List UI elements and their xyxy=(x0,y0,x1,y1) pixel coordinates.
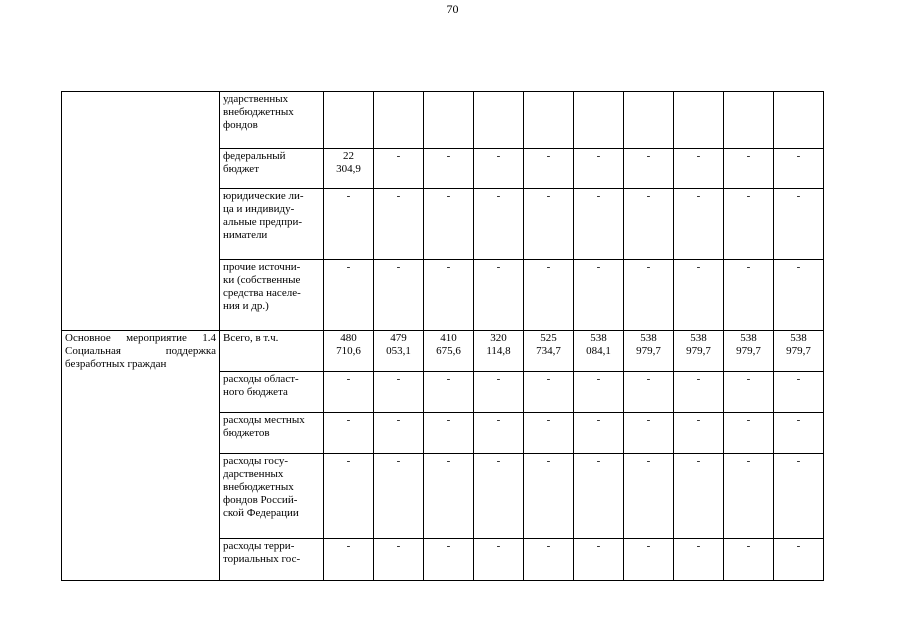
value-cell xyxy=(374,92,424,149)
event-name: Основное мероприятие 1.4 Социальная поддержка безработных граждан xyxy=(65,332,216,370)
value-cell: - xyxy=(574,260,624,331)
value-cell xyxy=(324,92,374,149)
funding-source-cell: Всего, в т.ч. xyxy=(220,331,324,372)
value-cell: - xyxy=(574,454,624,539)
value-cell: - xyxy=(724,189,774,260)
value-cell: - xyxy=(724,149,774,189)
value-cell: - xyxy=(774,413,824,454)
funding-source-cell: федеральный бюджет xyxy=(220,149,324,189)
value-cell: - xyxy=(324,372,374,413)
value-cell: - xyxy=(624,413,674,454)
funding-source-cell: расходы област- ного бюджета xyxy=(220,372,324,413)
value-cell: - xyxy=(424,454,474,539)
value-cell: - xyxy=(624,539,674,581)
value-cell: - xyxy=(574,189,624,260)
value-cell: - xyxy=(374,454,424,539)
value-cell: - xyxy=(674,260,724,331)
value-cell: - xyxy=(674,413,724,454)
value-cell: - xyxy=(574,539,624,581)
table-row xyxy=(62,92,824,149)
value-cell: - xyxy=(424,189,474,260)
value-cell: - xyxy=(774,539,824,581)
value-cell: - xyxy=(424,149,474,189)
value-cell: - xyxy=(524,189,574,260)
value-cell: - xyxy=(624,149,674,189)
value-cell: - xyxy=(624,260,674,331)
funding-source-cell: юридические ли- ца и индивиду- альные предпри- ниматели xyxy=(220,189,324,260)
funding-source-cell: расходы местных бюджетов xyxy=(220,413,324,454)
value-cell: 320 114,8 xyxy=(474,331,524,372)
value-cell: - xyxy=(524,454,574,539)
value-cell: 538 084,1 xyxy=(574,331,624,372)
value-cell: - xyxy=(374,413,424,454)
table-row xyxy=(62,331,824,372)
value-cell: - xyxy=(574,413,624,454)
event-name-cell xyxy=(62,92,220,331)
value-cell: 410 675,6 xyxy=(424,331,474,372)
value-cell: - xyxy=(774,189,824,260)
value-cell: 538 979,7 xyxy=(724,331,774,372)
value-cell xyxy=(774,92,824,149)
value-cell: - xyxy=(474,189,524,260)
value-cell xyxy=(474,92,524,149)
value-cell: - xyxy=(724,539,774,581)
page-number: 70 xyxy=(446,2,459,16)
value-cell: - xyxy=(524,260,574,331)
value-cell: - xyxy=(674,539,724,581)
funding-source-cell: расходы госу- дарственных внебюджетных фондов Россий- ской Федерации xyxy=(220,454,324,539)
value-cell: - xyxy=(424,539,474,581)
funding-source-cell: прочие источни- ки (собственные средства населе- ния и др.) xyxy=(220,260,324,331)
funding-source-cell: ударственных внебюджетных фондов xyxy=(220,92,324,149)
value-cell: - xyxy=(674,189,724,260)
table-body xyxy=(62,92,824,581)
value-cell: - xyxy=(774,454,824,539)
value-cell: - xyxy=(624,189,674,260)
value-cell: - xyxy=(474,149,524,189)
value-cell: - xyxy=(774,372,824,413)
value-cell: - xyxy=(724,372,774,413)
value-cell: - xyxy=(324,454,374,539)
value-cell: 538 979,7 xyxy=(774,331,824,372)
value-cell: - xyxy=(324,189,374,260)
value-cell: - xyxy=(724,260,774,331)
value-cell: - xyxy=(374,372,424,413)
value-cell xyxy=(724,92,774,149)
value-cell xyxy=(524,92,574,149)
value-cell: - xyxy=(624,454,674,539)
value-cell: - xyxy=(574,149,624,189)
funding-source-cell: расходы терри- ториальных гос- xyxy=(220,539,324,581)
value-cell: 480 710,6 xyxy=(324,331,374,372)
value-cell: - xyxy=(374,539,424,581)
value-cell: - xyxy=(524,372,574,413)
value-cell: - xyxy=(424,372,474,413)
value-cell: - xyxy=(424,260,474,331)
value-cell: - xyxy=(524,539,574,581)
value-cell: - xyxy=(324,260,374,331)
value-cell: - xyxy=(424,413,474,454)
value-cell: - xyxy=(774,260,824,331)
funding-table xyxy=(61,91,824,581)
value-cell: - xyxy=(324,539,374,581)
value-cell xyxy=(574,92,624,149)
value-cell: - xyxy=(574,372,624,413)
value-cell: - xyxy=(674,454,724,539)
value-cell xyxy=(424,92,474,149)
value-cell: - xyxy=(474,372,524,413)
value-cell: 538 979,7 xyxy=(674,331,724,372)
value-cell: - xyxy=(474,539,524,581)
value-cell: 22 304,9 xyxy=(324,149,374,189)
value-cell: - xyxy=(374,260,424,331)
value-cell: - xyxy=(474,413,524,454)
value-cell: - xyxy=(474,260,524,331)
value-cell: - xyxy=(374,149,424,189)
value-cell: - xyxy=(474,454,524,539)
value-cell: 538 979,7 xyxy=(624,331,674,372)
value-cell xyxy=(624,92,674,149)
value-cell: - xyxy=(774,149,824,189)
value-cell: 525 734,7 xyxy=(524,331,574,372)
value-cell: - xyxy=(324,413,374,454)
value-cell: - xyxy=(674,149,724,189)
value-cell: 479 053,1 xyxy=(374,331,424,372)
value-cell: - xyxy=(524,149,574,189)
value-cell: - xyxy=(674,372,724,413)
value-cell: - xyxy=(624,372,674,413)
value-cell: - xyxy=(524,413,574,454)
value-cell: - xyxy=(724,413,774,454)
value-cell: - xyxy=(374,189,424,260)
event-name-cell xyxy=(62,331,220,581)
value-cell xyxy=(674,92,724,149)
value-cell: - xyxy=(724,454,774,539)
